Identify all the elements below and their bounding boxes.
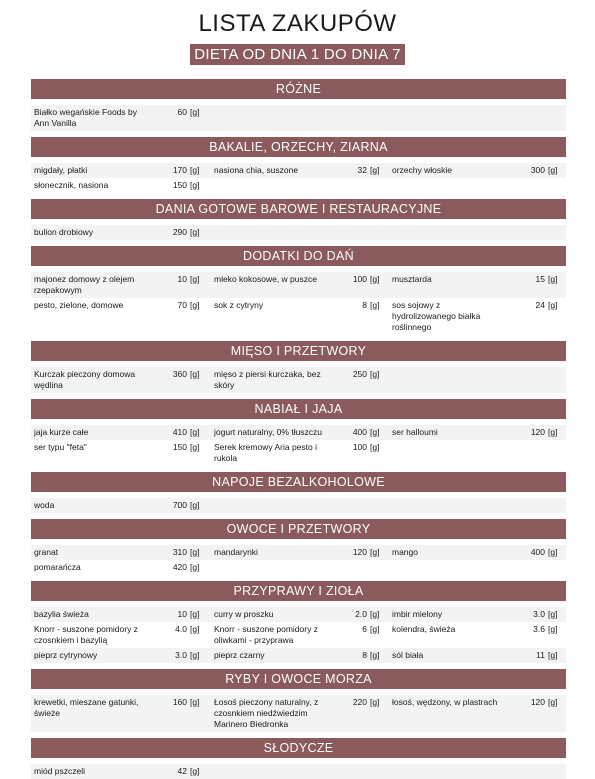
item-name: miód pszczeli <box>34 766 86 776</box>
item-quantity: 360 <box>172 369 187 379</box>
item-quantity: 160 <box>172 697 187 707</box>
list-row <box>31 367 566 393</box>
item-unit: [g] <box>548 650 558 660</box>
list-item <box>31 648 209 663</box>
list-item <box>31 225 209 240</box>
item-quantity: 4.0 <box>175 624 187 634</box>
item-unit: [g] <box>370 609 380 619</box>
list-row <box>31 545 566 560</box>
item-name: musztarda <box>392 274 432 284</box>
list-row <box>31 298 566 335</box>
page-title: LISTA ZAKUPÓW <box>198 10 397 37</box>
item-quantity: 70 <box>177 300 187 310</box>
item-unit: [g] <box>190 547 200 557</box>
item-quantity: 8 <box>362 300 367 310</box>
item-unit: [g] <box>548 697 558 707</box>
item-unit: [g] <box>190 107 200 117</box>
item-quantity: 150 <box>172 442 187 452</box>
list-item <box>211 607 389 622</box>
item-name: kolendra, świeża <box>392 624 456 634</box>
item-quantity: 3.0 <box>175 650 187 660</box>
item-quantity: 42 <box>177 766 187 776</box>
item-name: krewetki, mieszane gatunki, świeże <box>34 697 139 718</box>
item-quantity: 3.6 <box>533 624 545 634</box>
list-item <box>211 425 389 440</box>
section-heading: BAKALIE, ORZECHY, ZIARNA <box>31 137 566 157</box>
item-name: majonez domowy z olejem rzepakowym <box>34 274 135 295</box>
list-item <box>31 163 209 178</box>
list-row <box>31 648 566 663</box>
item-quantity: 410 <box>172 427 187 437</box>
item-unit: [g] <box>190 180 200 190</box>
item-unit: [g] <box>370 547 380 557</box>
item-name: pesto, zielone, domowe <box>34 300 124 310</box>
list-row <box>31 695 566 732</box>
section-heading: RYBY I OWOCE MORZA <box>31 669 566 689</box>
item-quantity: 100 <box>352 274 367 284</box>
list-item <box>389 648 566 663</box>
item-quantity: 3.0 <box>533 609 545 619</box>
item-quantity: 120 <box>530 427 545 437</box>
item-unit: [g] <box>370 650 380 660</box>
shopping-list-sheet <box>31 79 566 779</box>
item-name: ser halloumi <box>392 427 438 437</box>
item-quantity: 60 <box>177 107 187 117</box>
item-name: mleko kokosowe, w puszce <box>214 274 317 284</box>
list-item <box>211 695 389 732</box>
list-row <box>31 105 566 131</box>
item-name: bazylia świeża <box>34 609 89 619</box>
list-row <box>31 560 566 575</box>
item-name: migdały, płatki <box>34 165 88 175</box>
item-quantity: 400 <box>530 547 545 557</box>
list-row <box>31 178 566 193</box>
item-quantity: 120 <box>530 697 545 707</box>
item-quantity: 700 <box>172 500 187 510</box>
list-item <box>389 163 566 178</box>
item-quantity: 250 <box>352 369 367 379</box>
list-row <box>31 622 566 648</box>
section-heading: MIĘSO I PRZETWORY <box>31 341 566 361</box>
item-name: łosoś, wędzony, w plastrach <box>392 697 498 707</box>
section-heading: NABIAŁ I JAJA <box>31 399 566 419</box>
list-item <box>31 425 209 440</box>
list-item <box>389 272 566 298</box>
item-quantity: 290 <box>172 227 187 237</box>
item-name: woda <box>34 500 55 510</box>
list-item <box>211 545 389 560</box>
item-unit: [g] <box>548 547 558 557</box>
item-unit: [g] <box>370 697 380 707</box>
item-quantity: 10 <box>177 609 187 619</box>
item-name: bulion drobiowy <box>34 227 94 237</box>
item-name: Knorr - suszone pomidory z oliwkami - przyprawa <box>214 624 318 645</box>
item-name: nasiona chia, suszone <box>214 165 299 175</box>
item-quantity: 10 <box>177 274 187 284</box>
item-unit: [g] <box>190 369 200 379</box>
item-name: ser typu "feta" <box>34 442 87 452</box>
list-item <box>211 622 389 648</box>
item-name: sos sojowy z hydrolizowanego białka roślinnego <box>392 300 481 332</box>
list-item <box>31 545 209 560</box>
item-unit: [g] <box>190 427 200 437</box>
item-unit: [g] <box>548 624 558 634</box>
item-quantity: 24 <box>535 300 545 310</box>
item-unit: [g] <box>190 650 200 660</box>
item-quantity: 400 <box>352 427 367 437</box>
item-quantity: 2.0 <box>355 609 367 619</box>
list-item <box>31 622 209 648</box>
item-quantity: 150 <box>172 180 187 190</box>
item-name: pieprz czarny <box>214 650 265 660</box>
item-name: mięso z piersi kurczaka, bez skóry <box>214 369 321 390</box>
item-unit: [g] <box>190 766 200 776</box>
item-unit: [g] <box>548 609 558 619</box>
item-unit: [g] <box>370 300 380 310</box>
item-quantity: 310 <box>172 547 187 557</box>
section-heading: RÓŻNE <box>31 79 566 99</box>
item-quantity: 32 <box>357 165 367 175</box>
item-quantity: 170 <box>172 165 187 175</box>
item-quantity: 8 <box>362 650 367 660</box>
list-row <box>31 425 566 440</box>
list-item <box>211 298 389 335</box>
list-row <box>31 607 566 622</box>
list-row <box>31 272 566 298</box>
item-unit: [g] <box>370 427 380 437</box>
item-name: Serek kremowy Aria pesto i rukola <box>214 442 317 463</box>
item-name: pieprz cytrynowy <box>34 650 98 660</box>
section-heading: DODATKI DO DAŃ <box>31 246 566 266</box>
item-quantity: 120 <box>352 547 367 557</box>
item-name: mandarynki <box>214 547 258 557</box>
item-name: granat <box>34 547 59 557</box>
item-unit: [g] <box>548 300 558 310</box>
section-heading: SŁODYCZE <box>31 738 566 758</box>
section-heading: PRZYPRAWY I ZIOŁA <box>31 581 566 601</box>
list-item <box>389 695 566 732</box>
list-item <box>389 425 566 440</box>
item-quantity: 100 <box>352 442 367 452</box>
list-item <box>389 622 566 648</box>
diet-range-badge: DIETA OD DNIA 1 DO DNIA 7 <box>190 44 404 65</box>
item-unit: [g] <box>190 227 200 237</box>
item-name: sok z cytryny <box>214 300 264 310</box>
list-item <box>211 163 389 178</box>
subtitle-wrap <box>0 44 595 65</box>
item-unit: [g] <box>548 427 558 437</box>
list-item <box>389 298 566 335</box>
item-unit: [g] <box>548 274 558 284</box>
list-item <box>31 695 209 732</box>
list-item <box>389 545 566 560</box>
item-name: słonecznik, nasiona <box>34 180 109 190</box>
list-item <box>31 178 209 193</box>
item-name: jaja kurze całe <box>34 427 89 437</box>
item-name: Białko wegańskie Foods by Ann Vanilla <box>34 107 138 128</box>
list-row <box>31 440 566 466</box>
list-item <box>31 498 209 513</box>
list-item <box>31 298 209 335</box>
item-unit: [g] <box>370 624 380 634</box>
item-name: curry w proszku <box>214 609 274 619</box>
list-item <box>211 272 389 298</box>
item-unit: [g] <box>190 500 200 510</box>
list-row <box>31 163 566 178</box>
item-quantity: 15 <box>535 274 545 284</box>
item-unit: [g] <box>370 274 380 284</box>
list-item <box>31 272 209 298</box>
item-unit: [g] <box>190 697 200 707</box>
item-quantity: 220 <box>352 697 367 707</box>
list-item <box>211 367 389 393</box>
item-unit: [g] <box>548 165 558 175</box>
list-row <box>31 764 566 779</box>
item-name: jogurt naturalny, 0% tłuszczu <box>214 427 323 437</box>
list-item <box>31 607 209 622</box>
item-quantity: 420 <box>172 562 187 572</box>
list-item <box>31 764 209 779</box>
item-name: Łosoś pieczony naturalny, z czosnkiem niedźwiedzim Marinero Biedronka <box>214 697 319 729</box>
section-heading: DANIA GOTOWE BAROWE I RESTAURACYJNE <box>31 199 566 219</box>
item-unit: [g] <box>190 274 200 284</box>
item-name: Kurczak pieczony domowa wędlina <box>34 369 136 390</box>
item-unit: [g] <box>370 369 380 379</box>
section-heading: NAPOJE BEZALKOHOLOWE <box>31 472 566 492</box>
item-unit: [g] <box>190 442 200 452</box>
list-item <box>211 440 389 466</box>
list-item <box>31 367 209 393</box>
item-name: Knorr - suszone pomidory z czosnkiem i bazylią <box>34 624 138 645</box>
item-unit: [g] <box>190 165 200 175</box>
item-name: orzechy włoskie <box>392 165 452 175</box>
list-item <box>31 560 209 575</box>
item-name: mango <box>392 547 418 557</box>
item-name: sól biała <box>392 650 424 660</box>
item-unit: [g] <box>370 442 380 452</box>
list-row <box>31 498 566 513</box>
item-quantity: 300 <box>530 165 545 175</box>
item-unit: [g] <box>190 562 200 572</box>
item-unit: [g] <box>370 165 380 175</box>
item-quantity: 11 <box>536 650 545 660</box>
item-unit: [g] <box>190 624 200 634</box>
item-quantity: 6 <box>362 624 367 634</box>
list-item <box>211 648 389 663</box>
item-name: imbir mielony <box>392 609 443 619</box>
list-row <box>31 225 566 240</box>
list-item <box>31 105 209 131</box>
list-item <box>389 607 566 622</box>
list-item <box>31 440 209 466</box>
item-unit: [g] <box>190 609 200 619</box>
section-heading: OWOCE I PRZETWORY <box>31 519 566 539</box>
item-name: pomarańcza <box>34 562 81 572</box>
item-unit: [g] <box>190 300 200 310</box>
